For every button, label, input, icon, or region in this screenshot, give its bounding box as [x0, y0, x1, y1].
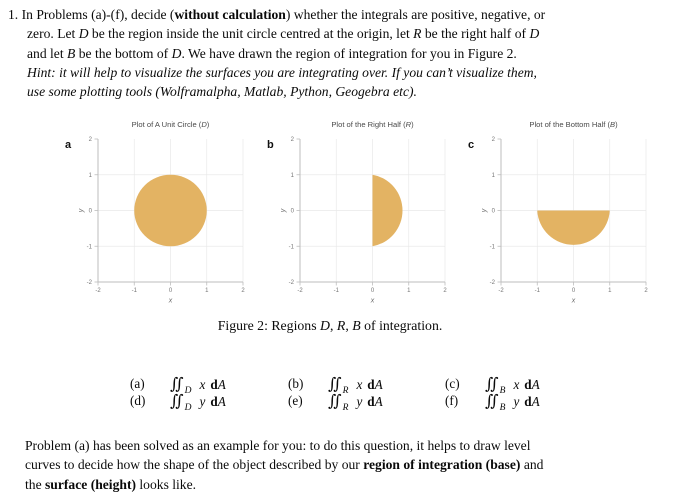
integral-d — [170, 391, 288, 413]
differential-A: A — [374, 377, 383, 392]
y-axis-label: y — [481, 208, 488, 213]
closing-line-2 — [25, 455, 543, 474]
differential-A: A — [374, 394, 383, 409]
differential-d: d — [367, 377, 375, 392]
caption-var-R: R — [336, 318, 346, 333]
x-tick: -2 — [498, 288, 504, 294]
caption-text: , — [330, 318, 337, 333]
differential-d: d — [210, 394, 218, 409]
double-integral-sign: ∬ — [328, 391, 342, 410]
closing-paragraph — [25, 436, 543, 494]
region-right-half-disk — [373, 175, 403, 247]
x-axis-label: x — [168, 297, 173, 305]
x-tick: 0 — [571, 288, 576, 294]
integrand: x — [356, 377, 363, 392]
y-tick: 0 — [290, 208, 294, 215]
text-run: ) whether the integrals are positive, negative, or — [285, 7, 546, 22]
y-tick: 1 — [88, 172, 92, 179]
var-D: D — [78, 26, 89, 42]
region-unit-disk — [134, 175, 207, 247]
plot-right-half-R — [257, 114, 459, 306]
y-tick: -2 — [489, 280, 495, 286]
text-run: be the right half of — [421, 26, 530, 42]
double-integral-sign: ∬ — [485, 374, 499, 393]
hint-line-1: Hint: it will help to visualize the surfaces you are integrating over. If you can’t visualize them, — [27, 64, 537, 80]
var-B: B — [67, 45, 76, 61]
var-D: D — [171, 45, 182, 61]
y-tick-labels — [490, 137, 496, 286]
y-tick: -2 — [288, 280, 294, 286]
integral-domain: D — [184, 386, 192, 396]
text-run: be the region inside the unit circle centred at the origin, let — [88, 26, 414, 42]
item-label-f: (f) — [445, 393, 459, 408]
caption-var-B: B — [352, 318, 361, 333]
text-run: curves to decide how the shape of the object described by our — [25, 457, 364, 473]
y-tick: 2 — [491, 137, 495, 143]
text-run: and — [520, 457, 544, 473]
plot-title-end: ) — [615, 120, 618, 129]
x-tick: 2 — [443, 288, 447, 294]
differential-A: A — [217, 377, 226, 392]
double-integral-sign: ∬ — [170, 391, 184, 410]
plot-title — [132, 120, 210, 129]
item-label-c: (c) — [445, 376, 460, 391]
caption-text: of integration. — [360, 318, 443, 333]
plot-title-end: ) — [206, 120, 210, 129]
integrand: y — [513, 394, 520, 409]
plot-title-text: Plot of the Right Half ( — [331, 120, 406, 129]
y-tick: -1 — [489, 244, 495, 251]
x-tick: -1 — [534, 288, 540, 294]
region-bottom-half-disk — [537, 211, 610, 245]
x-tick: 1 — [205, 288, 209, 294]
integrand: y — [356, 394, 363, 409]
plot-title-text: Plot of A Unit Circle ( — [131, 120, 202, 129]
y-axis-label: y — [78, 208, 85, 213]
var-D: D — [529, 26, 540, 42]
x-axis-label: x — [571, 297, 576, 305]
double-integral-sign: ∬ — [485, 391, 499, 410]
y-tick: 0 — [88, 208, 92, 215]
problem-line-2 — [27, 24, 545, 43]
x-tick-labels — [95, 288, 245, 294]
x-tick: 1 — [407, 288, 411, 294]
x-tick: 0 — [168, 288, 173, 294]
plot-title — [529, 120, 618, 129]
y-tick: 1 — [491, 172, 495, 179]
differential-d: d — [367, 394, 375, 409]
integrand: x — [199, 377, 206, 392]
problem-line-3 — [27, 44, 545, 63]
y-tick: -2 — [86, 280, 92, 286]
integral-e — [328, 391, 445, 413]
double-integral-sign: ∬ — [170, 374, 184, 393]
integral-domain: R — [342, 403, 349, 413]
caption-text: Figure 2: Regions — [217, 318, 321, 333]
differential-d: d — [524, 377, 532, 392]
plot-title-var: R — [405, 120, 412, 129]
x-tick: -2 — [297, 288, 303, 294]
y-tick: 2 — [88, 137, 92, 143]
x-tick: -1 — [131, 288, 137, 294]
figure-caption — [0, 318, 660, 334]
x-tick: -1 — [333, 288, 339, 294]
plot-title-var: B — [610, 120, 616, 129]
y-tick: -1 — [288, 244, 294, 251]
integral-domain: D — [184, 403, 192, 413]
x-tick: 2 — [241, 288, 245, 294]
plot-unit-circle-D — [55, 114, 257, 306]
y-tick-labels — [87, 137, 93, 286]
item-label-a: (a) — [130, 376, 145, 391]
x-tick-labels — [498, 288, 648, 294]
bold-region-of-integration: region of integration (base) — [363, 457, 521, 473]
x-tick: 0 — [370, 288, 375, 294]
differential-A: A — [531, 394, 540, 409]
closing-line-1: Problem (a) has been solved as an example for you: to do this question, it helps to draw level — [25, 438, 531, 453]
text-run: be the bottom of — [75, 45, 172, 61]
text-run: looks like. — [136, 476, 197, 492]
closing-line-3 — [25, 475, 543, 494]
x-tick: 2 — [644, 288, 648, 294]
integral-a — [170, 374, 288, 396]
plot-title-text: Plot of the Bottom Half ( — [529, 120, 611, 129]
x-axis-label: x — [370, 297, 375, 305]
double-integral-sign: ∬ — [328, 374, 342, 393]
bold-surface-height: surface (height) — [45, 476, 136, 492]
x-tick: 1 — [608, 288, 612, 294]
item-label-e: (e) — [288, 393, 303, 408]
axes — [297, 139, 446, 286]
y-tick: -1 — [86, 244, 92, 251]
differential-d: d — [524, 394, 532, 409]
differential-A: A — [217, 394, 226, 409]
y-tick: 1 — [290, 172, 294, 179]
text-run: the — [25, 476, 46, 492]
integral-list — [130, 374, 540, 413]
integral-f — [485, 391, 540, 413]
integrand: x — [513, 377, 520, 392]
integral-domain: R — [342, 386, 349, 396]
plot-title-end: ) — [411, 120, 414, 129]
subfigure-label-b: b — [267, 139, 274, 151]
text-run: . We have drawn the region of integration for you in Figure 2. — [181, 45, 517, 61]
y-tick: 2 — [290, 137, 294, 143]
text-run: and let — [27, 45, 68, 61]
y-axis-label: y — [280, 208, 287, 213]
subfigure-label-a: a — [65, 139, 72, 151]
caption-var-D: D — [320, 318, 330, 333]
plot-title — [331, 120, 414, 129]
y-tick-labels — [289, 137, 295, 286]
plot-bottom-half-B — [458, 114, 660, 306]
caption-text: , — [345, 318, 353, 333]
var-R: R — [413, 26, 422, 42]
x-tick: -2 — [95, 288, 101, 294]
differential-A: A — [531, 377, 540, 392]
x-tick-labels — [297, 288, 447, 294]
integral-domain: B — [499, 403, 506, 413]
problem-line-1 — [8, 5, 545, 24]
hint-line-2: use some plotting tools (Wolframalpha, Matlab, Python, Geogebra etc). — [27, 84, 417, 100]
item-label-d: (d) — [130, 393, 146, 408]
subfigure-label-c: c — [468, 139, 475, 151]
integral-domain: B — [499, 386, 506, 396]
bold-without-calculation: without calculation — [174, 7, 286, 22]
text-run: 1. In Problems (a)-(f), decide ( — [8, 7, 175, 22]
differential-d: d — [210, 377, 218, 392]
item-label-b: (b) — [288, 376, 304, 391]
problem-statement — [8, 5, 545, 101]
integrand: y — [199, 394, 206, 409]
y-tick: 0 — [491, 208, 495, 215]
plot-title-var: D — [201, 120, 207, 129]
text-run: zero. Let — [27, 26, 79, 42]
integral-b — [328, 374, 445, 396]
